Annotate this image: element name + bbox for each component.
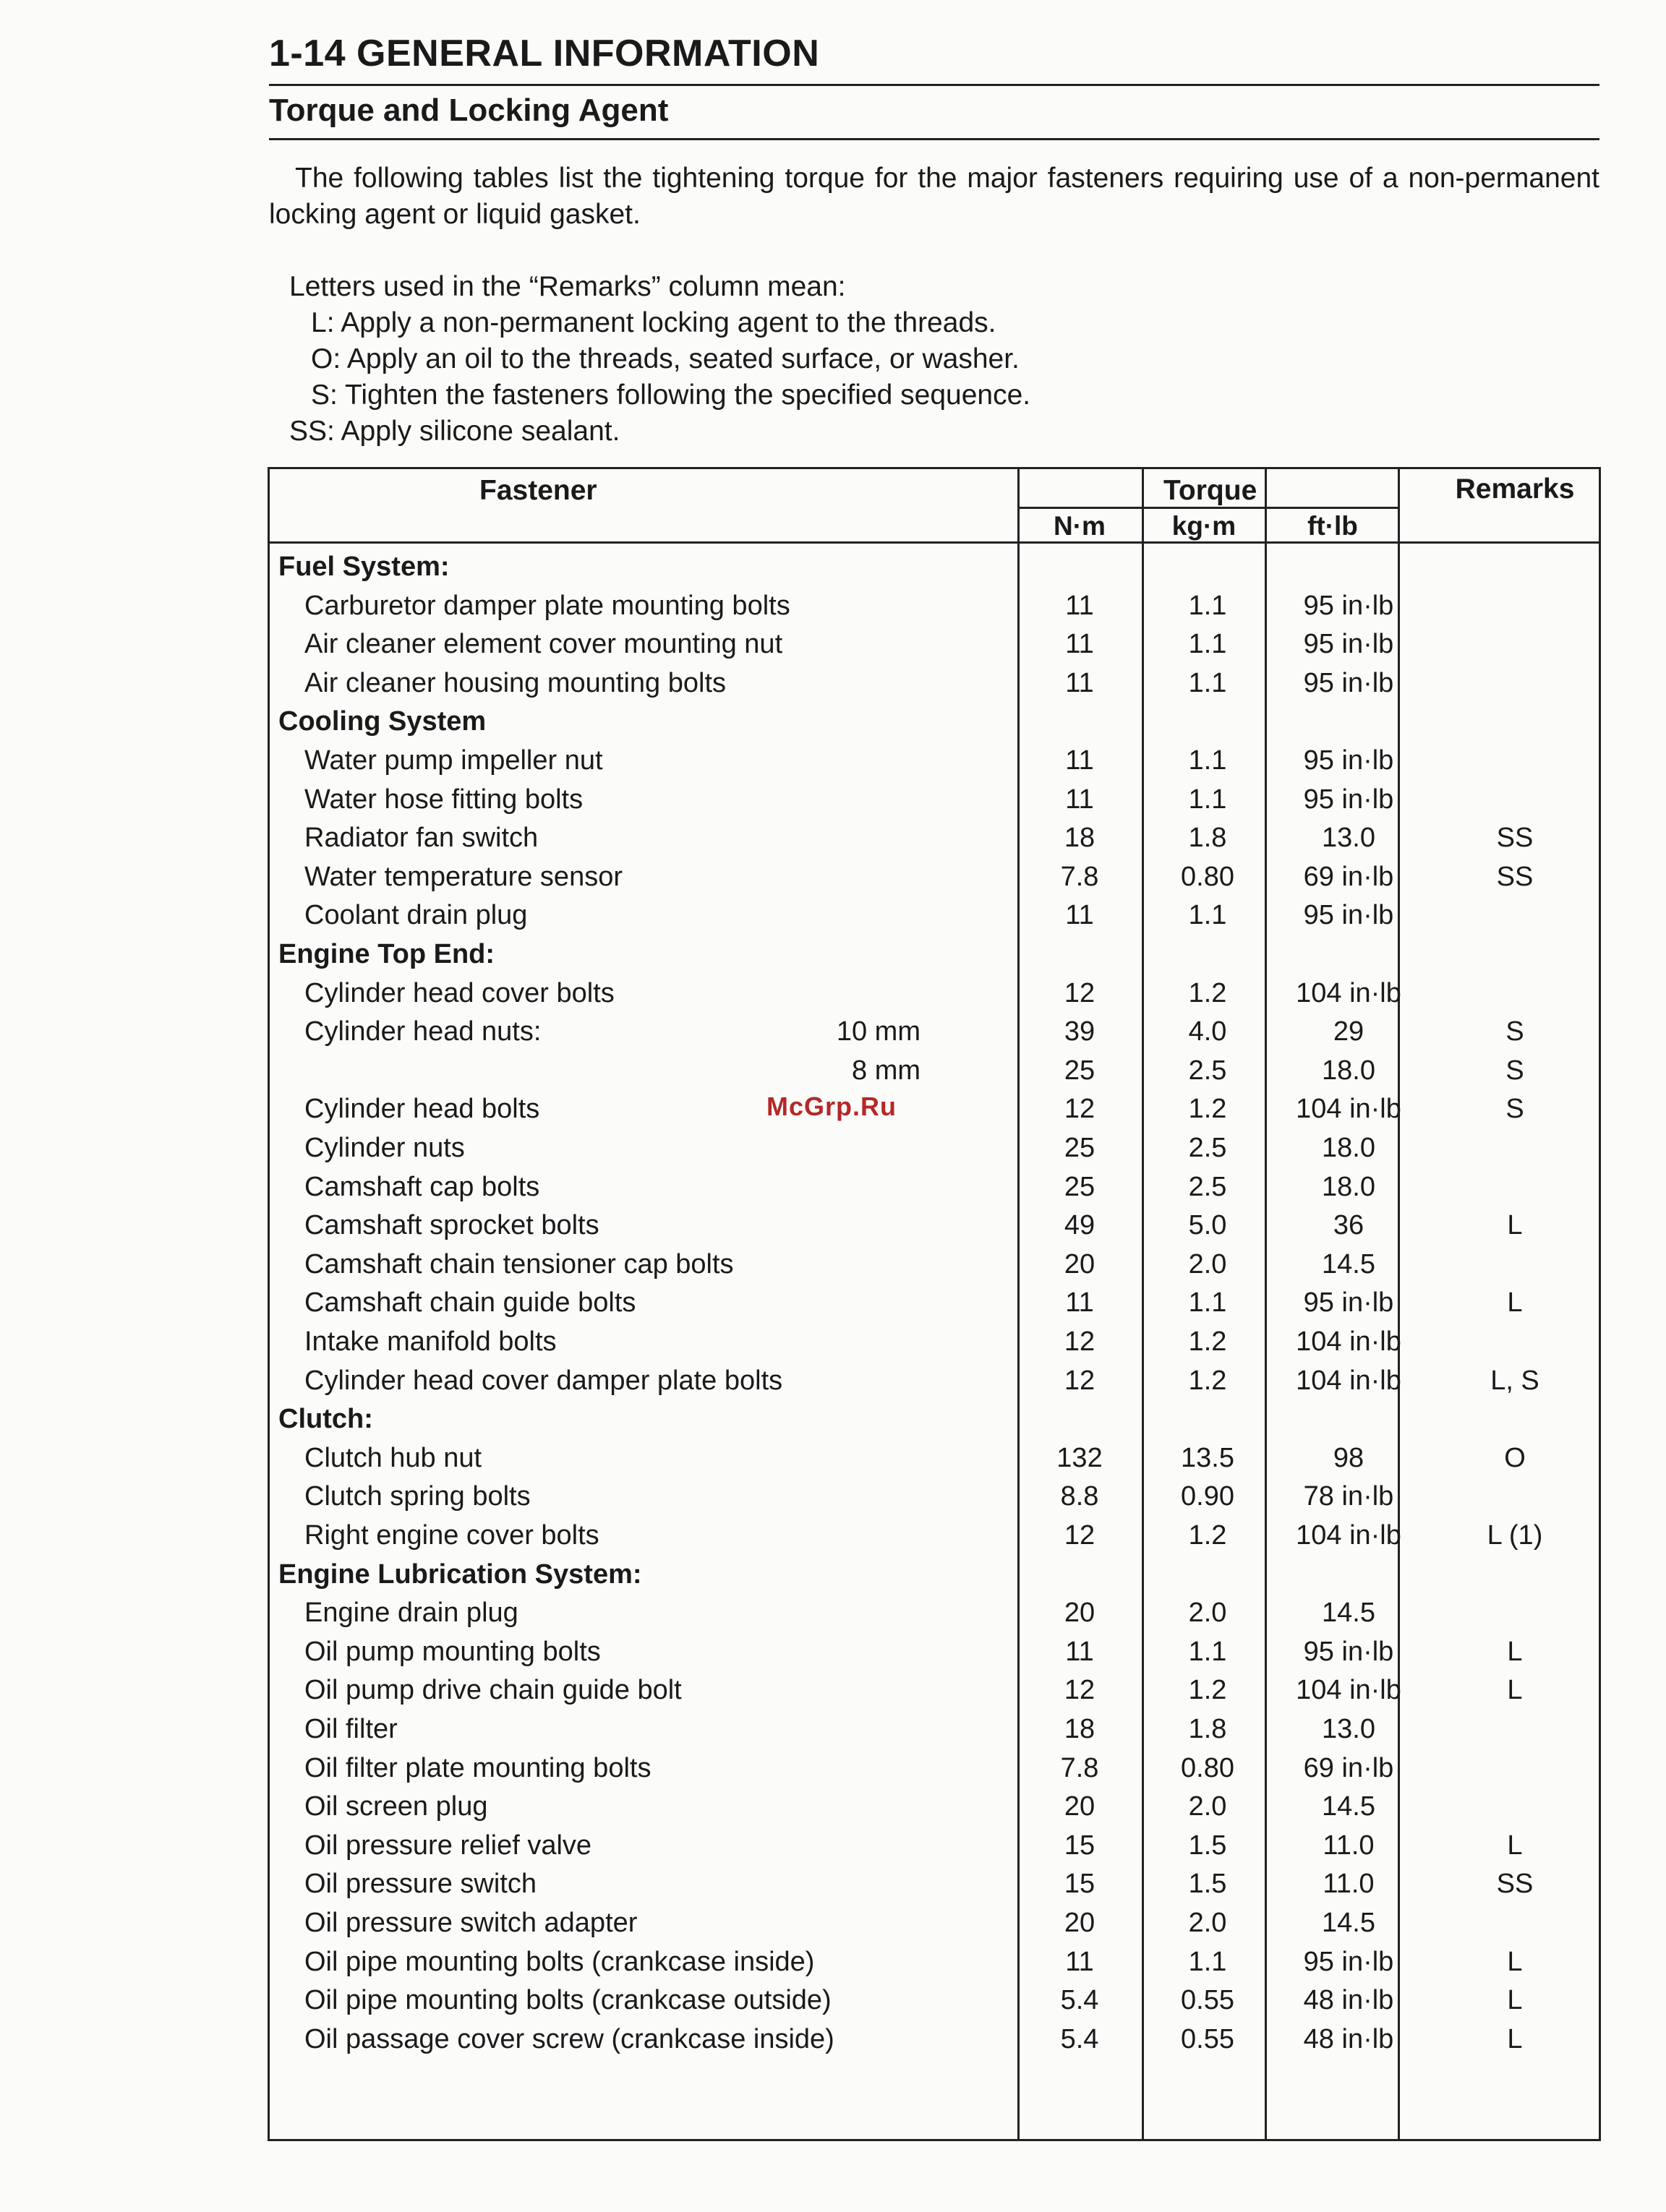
table-row — [270, 896, 1599, 935]
table-row — [270, 1245, 1599, 1284]
table-row — [270, 1632, 1599, 1671]
remarks-code: L — [1507, 1210, 1523, 1241]
torque-ftlb: 69 in·lb — [1303, 861, 1394, 892]
torque-kgm: 1.5 — [1188, 1869, 1227, 1900]
header-ftlb: ft·lb — [1307, 511, 1358, 541]
page-title: 1-14 GENERAL INFORMATION — [269, 33, 820, 74]
torque-ftlb: 36 — [1333, 1210, 1364, 1241]
torque-nm: 25 — [1064, 1133, 1095, 1163]
table-row — [270, 1283, 1599, 1322]
fastener-name: Cylinder head cover damper plate bolts — [304, 1365, 783, 1396]
fastener-name: Water pump impeller nut — [304, 745, 603, 776]
torque-ftlb: 13.0 — [1322, 1714, 1375, 1744]
torque-ftlb: 13.0 — [1322, 823, 1375, 854]
torque-nm: 25 — [1064, 1171, 1095, 1202]
fastener-name: Camshaft chain guide bolts — [304, 1287, 636, 1319]
fastener-name: Oil filter — [304, 1714, 398, 1744]
fastener-name: Engine drain plug — [304, 1598, 518, 1629]
fastener-name: Right engine cover bolts — [304, 1520, 599, 1551]
table-category-row — [270, 935, 1599, 974]
table-row — [270, 1671, 1599, 1710]
fastener-name: Water temperature sensor — [304, 861, 623, 892]
table-row — [270, 818, 1599, 857]
torque-kgm: 2.0 — [1188, 1248, 1227, 1279]
torque-kgm: 2.0 — [1188, 1791, 1227, 1822]
table-row — [270, 1903, 1599, 1942]
torque-nm: 18 — [1064, 1714, 1095, 1744]
torque-ftlb: 95 in·lb — [1303, 1636, 1394, 1667]
torque-subheader-rule — [1017, 507, 1398, 509]
torque-ftlb: 11.0 — [1323, 1830, 1375, 1861]
table-row — [270, 1942, 1599, 1981]
torque-nm: 11 — [1065, 900, 1094, 931]
torque-nm: 5.4 — [1060, 1985, 1099, 2016]
torque-ftlb: 18.0 — [1322, 1171, 1375, 1202]
torque-kgm: 1.2 — [1188, 1094, 1227, 1125]
torque-ftlb: 14.5 — [1322, 1598, 1375, 1629]
fastener-name: Camshaft cap bolts — [304, 1171, 540, 1202]
torque-ftlb: 95 in·lb — [1303, 784, 1394, 815]
fastener-name: Water hose fitting bolts — [304, 784, 584, 815]
category-label: Cooling System — [278, 706, 487, 737]
torque-kgm: 1.1 — [1188, 629, 1227, 660]
torque-kgm: 5.0 — [1188, 1210, 1227, 1241]
torque-kgm: 0.80 — [1181, 861, 1234, 892]
category-label: Engine Top End: — [278, 939, 495, 969]
table-row — [270, 664, 1599, 703]
table-row — [270, 1749, 1599, 1788]
remarks-code: SS — [1496, 1869, 1534, 1900]
torque-kgm: 2.0 — [1188, 1908, 1227, 1938]
watermark: McGrp.Ru — [766, 1092, 897, 1121]
torque-nm: 8.8 — [1060, 1481, 1099, 1512]
fastener-name: Clutch spring bolts — [304, 1481, 531, 1512]
legend-item-o: O: Apply an oil to the threads, seated surface, or washer. — [311, 343, 1020, 374]
table-row — [270, 1864, 1599, 1903]
table-row — [270, 1128, 1599, 1167]
torque-ftlb: 104 in·lb — [1296, 1365, 1401, 1396]
torque-nm: 20 — [1064, 1791, 1095, 1822]
fastener-name: Intake manifold bolts — [304, 1326, 557, 1357]
fastener-name: Cylinder nuts — [304, 1133, 465, 1163]
remarks-code: L — [1507, 1830, 1523, 1861]
torque-ftlb: 95 in·lb — [1303, 900, 1394, 931]
fastener-name: Oil pump mounting bolts — [304, 1636, 601, 1667]
header-torque: Torque — [1163, 475, 1257, 506]
torque-ftlb: 78 in·lb — [1303, 1481, 1394, 1512]
section-title: Torque and Locking Agent — [269, 93, 669, 128]
torque-kgm: 0.90 — [1181, 1481, 1234, 1512]
fastener-name: Oil pressure switch — [304, 1869, 537, 1900]
header-fastener: Fastener — [479, 475, 597, 506]
torque-ftlb: 104 in·lb — [1296, 1094, 1401, 1125]
intro-paragraph: The following tables list the tightening torque for the major fasteners requiring use of a non-permanent locking agent or liquid gasket. — [269, 163, 1599, 230]
remarks-code: L, S — [1490, 1365, 1539, 1396]
fastener-name: Clutch hub nut — [304, 1442, 482, 1473]
torque-ftlb: 95 in·lb — [1303, 1946, 1394, 1977]
torque-ftlb: 18.0 — [1322, 1133, 1375, 1163]
torque-nm: 15 — [1064, 1869, 1095, 1900]
torque-kgm: 1.1 — [1188, 590, 1227, 621]
torque-ftlb: 104 in·lb — [1296, 977, 1401, 1008]
torque-kgm: 1.2 — [1188, 1675, 1227, 1706]
torque-nm: 132 — [1056, 1442, 1103, 1473]
fastener-name: Oil screen plug — [304, 1791, 488, 1822]
torque-nm: 25 — [1064, 1055, 1095, 1086]
fastener-name: Cylinder head cover bolts — [304, 977, 615, 1008]
torque-kgm: 13.5 — [1181, 1442, 1234, 1473]
table-row — [270, 1089, 1599, 1128]
table-row — [270, 1322, 1599, 1361]
torque-ftlb: 98 — [1333, 1442, 1364, 1473]
torque-nm: 11 — [1065, 629, 1094, 660]
torque-kgm: 2.0 — [1188, 1598, 1227, 1629]
table-row — [270, 1167, 1599, 1206]
torque-nm: 12 — [1064, 1365, 1095, 1396]
torque-nm: 39 — [1064, 1016, 1095, 1047]
fastener-name: Air cleaner element cover mounting nut — [304, 629, 783, 660]
torque-ftlb: 48 in·lb — [1303, 2023, 1394, 2054]
torque-nm: 20 — [1064, 1248, 1095, 1279]
fastener-name: Oil pipe mounting bolts (crankcase inside) — [304, 1946, 815, 1977]
table-row — [270, 2020, 1599, 2059]
header-nm: N·m — [1054, 511, 1106, 541]
remarks-code: SS — [1496, 861, 1534, 892]
torque-nm: 11 — [1065, 590, 1094, 621]
torque-ftlb: 48 in·lb — [1303, 1985, 1394, 2016]
torque-kgm: 1.1 — [1188, 900, 1227, 931]
table-row — [270, 857, 1599, 896]
table-category-row — [270, 547, 1599, 586]
remarks-code: L — [1507, 1985, 1523, 2016]
table-row — [270, 1710, 1599, 1749]
torque-kgm: 2.5 — [1188, 1133, 1227, 1163]
remarks-code: L — [1507, 1675, 1523, 1706]
header-bottom-rule — [270, 541, 1599, 544]
header-remarks: Remarks — [1455, 473, 1575, 505]
remarks-code: O — [1504, 1442, 1526, 1473]
fastener-name: Oil pressure relief valve — [304, 1830, 592, 1861]
fastener-name: Carburetor damper plate mounting bolts — [304, 590, 790, 621]
torque-nm: 5.4 — [1060, 2023, 1099, 2054]
fastener-size: 10 mm — [836, 1016, 920, 1047]
section-rule — [269, 138, 1599, 140]
torque-nm: 11 — [1065, 667, 1094, 698]
fastener-name: Oil filter plate mounting bolts — [304, 1752, 652, 1783]
torque-nm: 12 — [1064, 1675, 1095, 1706]
header-kgm: kg·m — [1171, 511, 1236, 541]
table-row — [270, 780, 1599, 819]
torque-ftlb: 95 in·lb — [1303, 590, 1394, 621]
remarks-code: S — [1505, 1055, 1524, 1086]
fastener-name: Camshaft chain tensioner cap bolts — [304, 1248, 734, 1279]
table-row — [270, 1477, 1599, 1516]
remarks-code: L — [1507, 2023, 1523, 2054]
torque-ftlb: 14.5 — [1322, 1908, 1375, 1938]
torque-nm: 11 — [1065, 1946, 1094, 1977]
fastener-name: Oil pressure switch adapter — [304, 1908, 638, 1938]
fastener-name: Cylinder head bolts — [304, 1094, 540, 1125]
remarks-code: S — [1505, 1016, 1524, 1047]
torque-kgm: 1.8 — [1188, 823, 1227, 854]
category-label: Fuel System: — [278, 552, 450, 582]
fastener-name: Air cleaner housing mounting bolts — [304, 667, 727, 698]
table-row — [270, 586, 1599, 625]
torque-ftlb: 95 in·lb — [1303, 629, 1394, 660]
torque-kgm: 1.2 — [1188, 1365, 1227, 1396]
table-row — [270, 1787, 1599, 1826]
torque-kgm: 1.1 — [1188, 1636, 1227, 1667]
fastener-name: Coolant drain plug — [304, 900, 528, 931]
table-row — [270, 1981, 1599, 2020]
torque-kgm: 1.1 — [1188, 1287, 1227, 1319]
torque-nm: 20 — [1064, 1908, 1095, 1938]
torque-ftlb: 95 in·lb — [1303, 667, 1394, 698]
torque-nm: 12 — [1064, 977, 1095, 1008]
torque-ftlb: 18.0 — [1322, 1055, 1375, 1086]
torque-nm: 7.8 — [1060, 1752, 1099, 1783]
fastener-name: Radiator fan switch — [304, 823, 539, 854]
torque-nm: 20 — [1064, 1598, 1095, 1629]
fastener-name: Oil pump drive chain guide bolt — [304, 1675, 682, 1706]
remarks-code: SS — [1496, 823, 1534, 854]
torque-kgm: 4.0 — [1188, 1016, 1227, 1047]
remarks-code: L — [1507, 1287, 1523, 1319]
remarks-code: S — [1505, 1094, 1524, 1125]
torque-kgm: 1.1 — [1188, 1946, 1227, 1977]
remarks-code: L — [1507, 1636, 1523, 1667]
torque-ftlb: 95 in·lb — [1303, 1287, 1394, 1319]
fastener-name: Oil passage cover screw (crankcase inside) — [304, 2023, 834, 2054]
torque-nm: 11 — [1065, 1287, 1094, 1319]
legend-heading: Letters used in the “Remarks” column mean: — [289, 271, 846, 302]
table-category-row — [270, 1555, 1599, 1594]
torque-kgm: 2.5 — [1188, 1055, 1227, 1086]
table-row — [270, 1012, 1599, 1051]
remarks-code: L — [1507, 1946, 1523, 1977]
torque-nm: 12 — [1064, 1326, 1095, 1357]
table-row — [270, 625, 1599, 664]
torque-nm: 49 — [1064, 1210, 1095, 1241]
torque-kgm: 1.8 — [1188, 1714, 1227, 1744]
torque-kgm: 1.1 — [1188, 745, 1227, 776]
table-row — [270, 1516, 1599, 1555]
torque-kgm: 1.1 — [1188, 784, 1227, 815]
legend-item-ss: SS: Apply silicone sealant. — [289, 416, 620, 447]
table-category-row — [270, 1399, 1599, 1439]
torque-nm: 12 — [1064, 1094, 1095, 1125]
table-category-row — [270, 702, 1599, 741]
table-row — [270, 1593, 1599, 1632]
torque-kgm: 1.2 — [1188, 1520, 1227, 1551]
table-row — [270, 1361, 1599, 1400]
legend-item-s: S: Tighten the fasteners following the specified sequence. — [311, 380, 1031, 411]
torque-nm: 11 — [1065, 745, 1094, 776]
torque-nm: 18 — [1064, 823, 1095, 854]
fastener-name: Cylinder head nuts: — [304, 1016, 542, 1047]
fastener-name: Camshaft sprocket bolts — [304, 1210, 599, 1241]
torque-kgm: 1.1 — [1188, 667, 1227, 698]
torque-ftlb: 104 in·lb — [1296, 1520, 1401, 1551]
torque-ftlb: 14.5 — [1322, 1248, 1375, 1279]
category-label: Engine Lubrication System: — [278, 1559, 642, 1590]
torque-nm: 11 — [1065, 1636, 1094, 1667]
torque-ftlb: 95 in·lb — [1303, 745, 1394, 776]
torque-ftlb: 104 in·lb — [1296, 1675, 1401, 1706]
torque-nm: 12 — [1064, 1520, 1095, 1551]
table-row — [270, 1439, 1599, 1478]
remarks-code: L (1) — [1487, 1520, 1543, 1551]
torque-kgm: 2.5 — [1188, 1171, 1227, 1202]
torque-ftlb: 104 in·lb — [1296, 1326, 1401, 1357]
category-label: Clutch: — [278, 1404, 373, 1435]
torque-kgm: 0.55 — [1181, 1985, 1234, 2016]
table-row — [270, 1051, 1599, 1090]
table-row — [270, 741, 1599, 780]
torque-nm: 7.8 — [1060, 861, 1099, 892]
table-row — [270, 974, 1599, 1013]
table-row — [270, 1206, 1599, 1245]
fastener-size: 8 mm — [852, 1055, 920, 1086]
table-row — [270, 1826, 1599, 1865]
remarks-legend — [289, 269, 1030, 450]
torque-nm: 15 — [1064, 1830, 1095, 1861]
torque-kgm: 0.55 — [1181, 2023, 1234, 2054]
torque-ftlb: 11.0 — [1323, 1869, 1375, 1900]
torque-kgm: 1.5 — [1188, 1830, 1227, 1861]
fastener-name: Oil pipe mounting bolts (crankcase outside) — [304, 1985, 832, 2016]
torque-ftlb: 69 in·lb — [1303, 1752, 1394, 1783]
torque-table — [268, 467, 1601, 2141]
torque-nm: 11 — [1065, 784, 1094, 815]
torque-kgm: 1.2 — [1188, 977, 1227, 1008]
torque-kgm: 1.2 — [1188, 1326, 1227, 1357]
torque-kgm: 0.80 — [1181, 1752, 1234, 1783]
torque-ftlb: 14.5 — [1322, 1791, 1375, 1822]
torque-ftlb: 29 — [1333, 1016, 1364, 1047]
legend-item-l: L: Apply a non-permanent locking agent to the threads. — [311, 307, 996, 338]
header-rule — [269, 84, 1599, 86]
